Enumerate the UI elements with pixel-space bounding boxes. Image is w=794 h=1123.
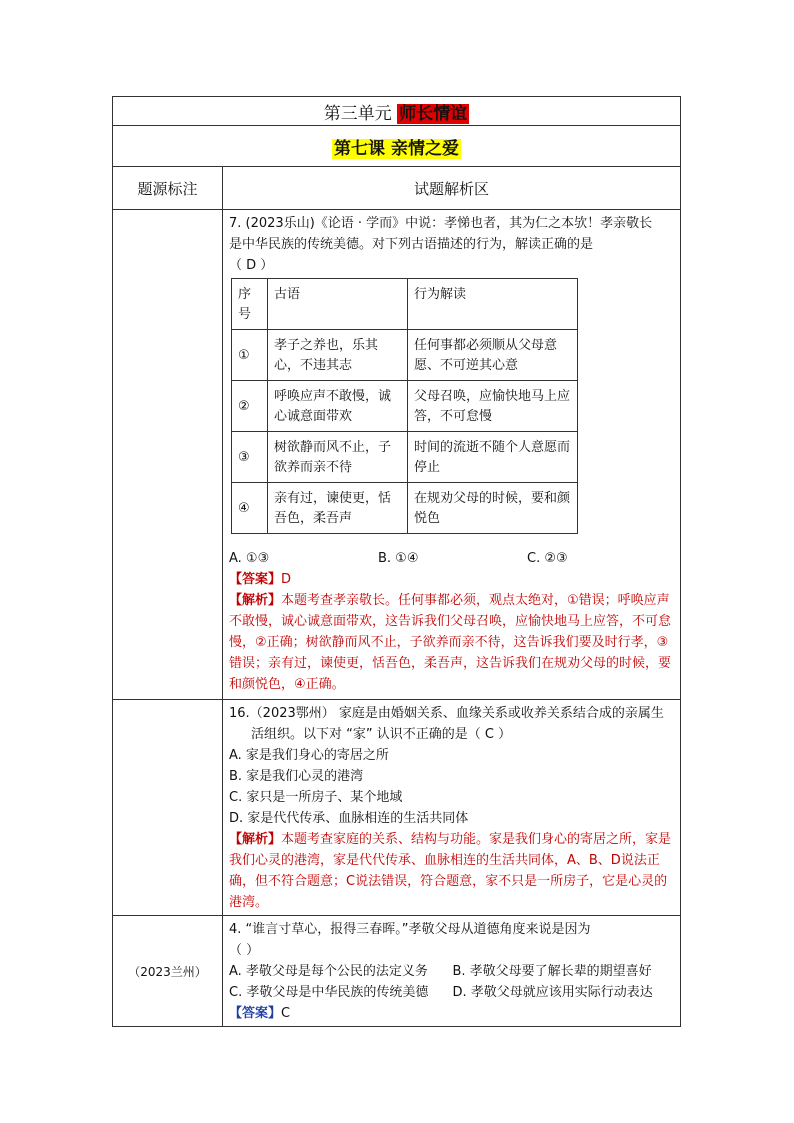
q7-r4-meaning: 在规劝父母的时候，要和颜悦色 bbox=[408, 483, 578, 534]
q7-analysis-tag: 【解析】 bbox=[229, 593, 282, 608]
q7-table bbox=[231, 278, 578, 534]
q16-analysis bbox=[229, 829, 676, 913]
q7-stem-line1: 7. (2023乐山)《论语 · 学而》中说：孝悌也者，其为仁之本欤！孝亲敬长 bbox=[229, 216, 653, 231]
column-header-row bbox=[113, 167, 681, 210]
q7-th-meaning: 行为解读 bbox=[408, 279, 578, 330]
unit-prefix: 第三单元 bbox=[323, 103, 392, 124]
q16-stem-line1: 16.（2023鄂州） 家庭是由婚姻关系、血缘关系或收养关系结合成的亲属生 bbox=[229, 706, 664, 721]
question-16 bbox=[223, 700, 681, 916]
q7-stem-line2: 是中华民族的传统美德。对下列古语描述的行为，解读正确的是 bbox=[229, 237, 594, 252]
lesson-title-row bbox=[113, 126, 681, 167]
question-4-source: （2023兰州） bbox=[113, 916, 223, 1027]
q7-option-c: C. ②③ bbox=[527, 551, 568, 566]
q7-r2-quote: 呼唤应声不敢慢，诚心诚意面带欢 bbox=[268, 381, 408, 432]
q7-answer bbox=[229, 569, 676, 590]
q16-option-b: B. 家是我们心灵的港湾 bbox=[229, 769, 364, 784]
col-analysis-header: 试题解析区 bbox=[223, 167, 681, 210]
q7-answer-value: D bbox=[281, 572, 292, 587]
q7-table-row bbox=[232, 432, 578, 483]
question-4 bbox=[223, 916, 681, 1027]
question-7 bbox=[223, 210, 681, 700]
q7-answer-paren: （ D ） bbox=[229, 258, 274, 273]
q16-analysis-text: 本题考查家庭的关系、结构与功能。家是我们身心的寄居之所，家是我们心灵的港湾，家是代代传承、血脉相连的生活共同体，A、B、D说法正确，但不符合题意；C说法错误，符合题意，家不只是一所房子，它是心灵的港湾。 bbox=[229, 832, 672, 910]
q7-table-row bbox=[232, 330, 578, 381]
q4-option-c: C. 孝敬父母是中华民族的传统美德 bbox=[229, 985, 429, 1000]
q4-option-a: A. 孝敬父母是每个公民的法定义务 bbox=[229, 964, 428, 979]
q16-option-d: D. 家是代代传承、血脉相连的生活共同体 bbox=[229, 811, 469, 826]
worksheet-table bbox=[112, 96, 681, 1027]
unit-title bbox=[113, 97, 681, 126]
q7-table-header bbox=[232, 279, 578, 330]
q16-option-a: A. 家是我们身心的寄居之所 bbox=[229, 748, 389, 763]
q7-options bbox=[229, 548, 676, 569]
q7-analysis-text: 本题考查孝亲敬长。任何事都必须，观点太绝对，①错误；呼唤应声不敢慢，诚心诚意面带欢，这告诉我们父母召唤，应愉快地马上应答，不可怠慢，②正确；树欲静而风不止，子欲养而亲不待，这告诉我们要及时行孝，③错误；亲有过，谏使更，恬吾色，柔吾声，这告诉我们在规劝父母的时候，要和颜悦色，④正确。 bbox=[229, 593, 672, 692]
unit-highlight: 师长情谊 bbox=[399, 103, 468, 124]
q4-answer bbox=[229, 1003, 676, 1024]
q7-th-index: 序号 bbox=[232, 279, 268, 330]
lesson-title: 第七课 亲情之爱 bbox=[334, 138, 459, 159]
q7-r4-quote: 亲有过，谏使更，恬吾色，柔吾声 bbox=[268, 483, 408, 534]
q4-options-row2 bbox=[229, 982, 676, 1003]
q4-option-b: B. 孝敬父母要了解长辈的期望喜好 bbox=[452, 964, 652, 979]
q7-th-quote: 古语 bbox=[268, 279, 408, 330]
q7-table-row bbox=[232, 483, 578, 534]
q4-answer-value: C bbox=[281, 1006, 291, 1021]
q16-analysis-tag: 【解析】 bbox=[229, 832, 282, 847]
q16-stem-line2: 活组织。以下对 “家” 认识不正确的是（ C ） bbox=[251, 727, 512, 742]
q4-option-d: D. 孝敬父母就应该用实际行动表达 bbox=[452, 985, 653, 1000]
q7-r3-quote: 树欲静而风不止，子欲养而亲不待 bbox=[268, 432, 408, 483]
q7-r1-meaning: 任何事都必须顺从父母意愿、不可逆其心意 bbox=[408, 330, 578, 381]
question-7-row bbox=[113, 210, 681, 700]
unit-title-row bbox=[113, 97, 681, 126]
q7-answer-tag: 【答案】 bbox=[229, 572, 282, 587]
q7-r2-index: ② bbox=[232, 381, 268, 432]
q7-r2-meaning: 父母召唤，应愉快地马上应答，不可怠慢 bbox=[408, 381, 578, 432]
q16-option-c: C. 家只是一所房子、某个地域 bbox=[229, 790, 403, 805]
q4-stem: 4. “谁言寸草心，报得三春晖。”孝敬父母从道德角度来说是因为 bbox=[229, 922, 591, 937]
q7-option-b: B. ①④ bbox=[378, 551, 419, 566]
col-source-header: 题源标注 bbox=[113, 167, 223, 210]
q7-r4-index: ④ bbox=[232, 483, 268, 534]
question-4-row bbox=[113, 916, 681, 1027]
q7-r3-index: ③ bbox=[232, 432, 268, 483]
q7-r3-meaning: 时间的流逝不随个人意愿而停止 bbox=[408, 432, 578, 483]
q4-paren: （ ） bbox=[229, 943, 260, 958]
question-7-source bbox=[113, 210, 223, 700]
q4-answer-tag: 【答案】 bbox=[229, 1006, 282, 1021]
q7-r1-index: ① bbox=[232, 330, 268, 381]
q7-r1-quote: 孝子之养也，乐其心，不违其志 bbox=[268, 330, 408, 381]
question-16-row bbox=[113, 700, 681, 916]
q7-option-a: A. ①③ bbox=[229, 551, 270, 566]
question-16-source bbox=[113, 700, 223, 916]
q4-options-row1 bbox=[229, 961, 676, 982]
q7-analysis bbox=[229, 590, 676, 695]
q7-table-row bbox=[232, 381, 578, 432]
